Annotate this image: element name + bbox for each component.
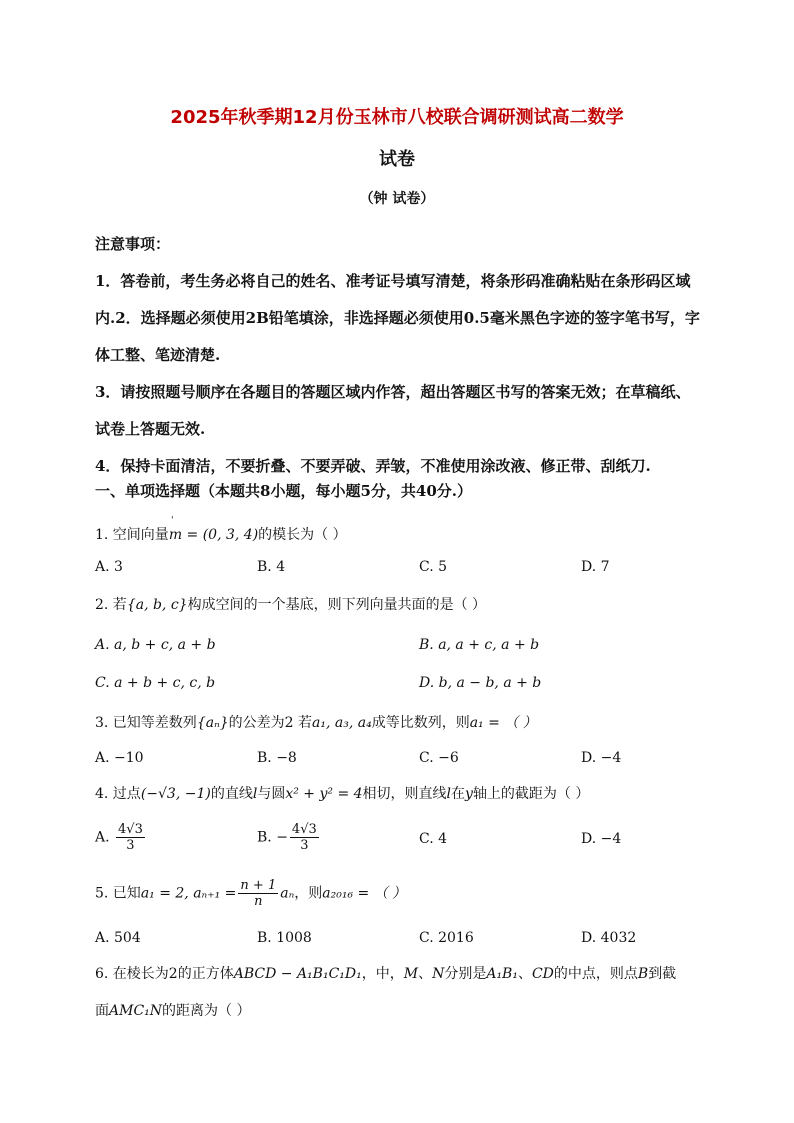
- q6-edge-a1b1: A₁B₁: [486, 966, 518, 982]
- q4-mid2: 与圆: [257, 786, 286, 802]
- q2-basis-set: {a, b, c}: [126, 597, 188, 613]
- q4-option-a-num: 4√3: [118, 822, 143, 837]
- question-1: [95, 524, 347, 544]
- q4-option-b-label: B. −: [257, 829, 288, 846]
- q5-option-c[interactable]: C. 2016: [419, 930, 474, 946]
- q4-option-d[interactable]: D. −4: [581, 831, 622, 847]
- q3-sequence: {aₙ}: [196, 715, 229, 731]
- exam-title: 2025年秋季期12月份玉林市八校联合调研测试高二数学: [170, 107, 624, 128]
- q4-option-a-den: 3: [126, 838, 135, 853]
- q5-expr2: aₙ: [280, 885, 295, 902]
- q6-mid2: 分别是: [444, 966, 487, 982]
- q1-option-d[interactable]: D. 7: [581, 559, 610, 575]
- q2-option-d[interactable]: D. b, a − b, a + b: [419, 675, 542, 691]
- q3-mid: 的公差为2 若: [228, 715, 313, 731]
- q5-prefix: 5. 已知: [95, 885, 141, 902]
- section-heading: 一、单项选择题（本题共8小题，每小题5分，共40分.）: [95, 482, 472, 500]
- q6-line2-suffix: 的距离为（ ）: [162, 1003, 251, 1019]
- q4-option-b-num: 4√3: [291, 822, 317, 837]
- q5-mid: ，则: [294, 885, 323, 902]
- q5-fraction-num: n + 1: [240, 878, 277, 893]
- q4-option-b-den: 3: [300, 838, 309, 853]
- q4-prefix: 4. 过点: [95, 786, 141, 802]
- question-6-line-2: [95, 1000, 250, 1020]
- q4-option-c[interactable]: C. 4: [419, 831, 448, 847]
- question-6-line-1: [95, 963, 676, 983]
- q4-mid4: 在: [451, 786, 466, 802]
- q1-option-a[interactable]: A. 3: [95, 559, 123, 575]
- q5-option-a[interactable]: A. 504: [95, 930, 141, 946]
- q5-expr1: a₁ = 2, aₙ₊₁ =: [140, 885, 237, 902]
- question-5: [95, 878, 406, 909]
- q4-line-l: l: [252, 786, 258, 802]
- q4-line-l-2: l: [446, 786, 452, 802]
- note-item-1: 1．答卷前，考生务必将自己的姓名、准考证号填写清楚，将条形码准确粘贴在条形码区域内.2．选择题必须使用2B铅笔填涂，非选择题必须使用0.5毫米黑色字迹的签字笔书写，字体工整、笔迹清楚.: [95, 272, 700, 364]
- q1-suffix: 的模长为（ ）: [258, 527, 347, 543]
- q1-equation: = (0, 3, 4): [182, 527, 259, 543]
- q1-prefix: 1. 空间向量: [95, 527, 169, 543]
- question-2: [95, 594, 486, 614]
- note-item-2: 3．请按照题号顺序在各题目的答题区域内作答，超出答题区书写的答案无效；在草稿纸、试卷上答题无效.: [95, 383, 691, 438]
- q6-plane: AMC₁N: [109, 1003, 163, 1019]
- q4-axis-y: y: [465, 786, 473, 802]
- note-item-3: 4．保持卡面清洁，不要折叠、不要弄破、弄皱，不准使用涂改液、修正带、刮纸刀.: [95, 457, 651, 475]
- q3-option-d[interactable]: D. −4: [581, 750, 622, 766]
- q6-sep: 、: [418, 966, 433, 982]
- exam-subtitle: 试卷: [379, 149, 415, 170]
- q6-end: 到截: [648, 966, 677, 982]
- q5-answer-prompt: a₂₀₁₆ = （ ）: [322, 885, 407, 902]
- q6-point-b: B: [637, 966, 649, 982]
- q4-option-a-label: A.: [95, 829, 110, 846]
- q4-option-b-fraction: [290, 822, 319, 853]
- q2-option-b[interactable]: B. a, a + c, a + b: [419, 637, 540, 653]
- q1-option-b[interactable]: B. 4: [257, 559, 286, 575]
- q4-circle-eq: x² + y² = 4: [285, 786, 363, 802]
- q6-cube: ABCD − A₁B₁C₁D₁: [233, 966, 362, 982]
- q2-option-a[interactable]: A. a, b + c, a + b: [95, 637, 216, 653]
- q3-option-c[interactable]: C. −6: [419, 750, 459, 766]
- q6-sep2: 、: [517, 966, 532, 982]
- q4-point: (−√3, −1): [140, 786, 211, 802]
- question-3: [95, 712, 537, 732]
- q3-answer-prompt: a₁ = （ ）: [469, 715, 537, 731]
- q6-mid: ，中，: [361, 966, 404, 982]
- q1-option-c[interactable]: C. 5: [419, 559, 448, 575]
- q1-vector-m: ˈ m: [169, 527, 182, 543]
- question-4: [95, 783, 589, 803]
- notes-heading: 注意事项：: [95, 235, 171, 253]
- q5-fraction: [238, 878, 278, 909]
- q3-prefix: 3. 已知等差数列: [95, 715, 197, 731]
- q6-point-n: N: [432, 966, 445, 982]
- q6-edge-cd: CD: [531, 966, 554, 982]
- q4-option-b[interactable]: [257, 822, 321, 853]
- q6-line2-prefix: 面: [95, 1003, 109, 1019]
- q4-option-a-fraction: [116, 822, 145, 853]
- q6-point-m: M: [403, 966, 419, 982]
- q6-prefix: 6. 在棱长为2的正方体: [95, 966, 234, 982]
- q4-suffix: 轴上的截距为（ ）: [472, 786, 590, 802]
- q6-post: 的中点，则点: [553, 966, 638, 982]
- q3-post: 成等比数列，则: [371, 715, 470, 731]
- q4-option-a[interactable]: [95, 822, 147, 853]
- q4-mid1: 的直线: [210, 786, 253, 802]
- exam-subnote: （钟 试卷）: [359, 191, 435, 207]
- q2-option-c[interactable]: C. a + b + c, c, b: [95, 675, 216, 691]
- q5-fraction-den: n: [254, 894, 263, 909]
- q3-option-a[interactable]: A. −10: [95, 750, 144, 766]
- q3-terms: a₁, a₃, a₄: [312, 715, 372, 731]
- q5-option-d[interactable]: D. 4032: [581, 930, 637, 946]
- q2-prefix: 2. 若: [95, 597, 127, 613]
- q3-option-b[interactable]: B. −8: [257, 750, 297, 766]
- q5-option-b[interactable]: B. 1008: [257, 930, 312, 946]
- notes-block: [95, 226, 700, 485]
- q4-mid3: 相切，则直线: [362, 786, 447, 802]
- q2-suffix: 构成空间的一个基底，则下列向量共面的是（ ）: [187, 597, 487, 613]
